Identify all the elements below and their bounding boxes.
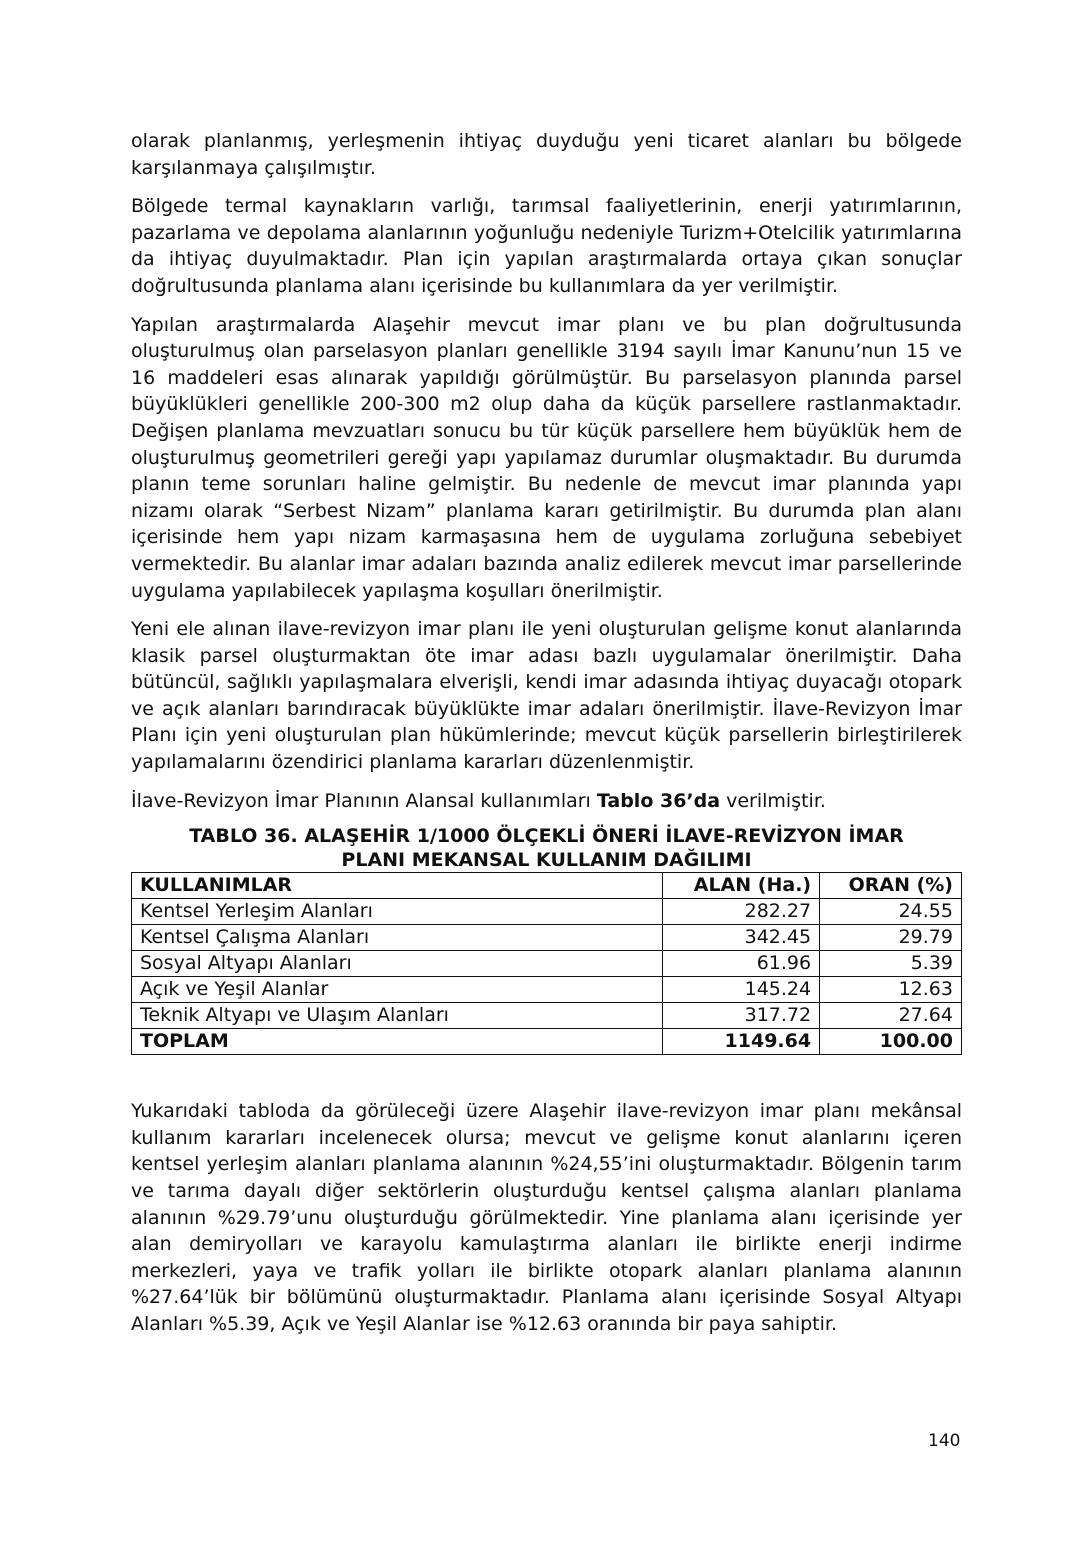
table-caption-line-1: TABLO 36. ALAŞEHİR 1/1000 ÖLÇEKLİ ÖNERİ İLAVE-REVİZYON İMAR [189,825,904,848]
total-ratio: 100.00 [820,1029,962,1055]
closing-paragraph: Yukarıdaki tabloda da görüleceği üzere Alaşehir ilave-revizyon imar planı mekânsal kullanım kararları incelenecek olursa; mevcut ve gelişme konut alanlarını içeren kentsel yerleşim alanları planlama alanının %24,55’ini oluşturmaktadır. Bölgenin tarım ve tarıma dayalı diğer sektörlerin oluşturduğu kentsel çalışma alanları planlama alanının %29.79’unu oluşturduğu görülmektedir. Yine planlama alanı içerisinde yer alan demiryolları ve karayolu kamulaştırma alanları ile birlikte enerji indirme merkezleri, yaya ve trafik yolları ile birlikte otopark alanları planlama alanının %27.64’lük bir bölümünü oluşturmaktadır. Planlama alanı içerisinde Sosyal Altyapı Alanları %5.39, Açık ve Yeşil Alanlar ise %12.63 oranında bir paya sahiptir. [131,1100,962,1335]
cell-ratio: 27.64 [820,1003,962,1029]
table-reference: Tablo 36’da [596,789,721,812]
cell-area: 145.24 [663,977,820,1003]
paragraph-3: Yapılan araştırmalarda Alaşehir mevcut imar planı ve bu plan doğrultusunda oluşturulmuş olan parselasyon planları genellikle 3194 sayılı İmar Kanunu’nun 15 ve 16 maddeleri esas alınarak yapıldığı görülmüştür. Bu parselasyon planında parsel büyüklükleri genellikle 200-300 m2 olup daha da küçük parsellere rastlanmaktadır. Değişen planlama mevzuatları sonucu bu tür küçük parsellere hem büyüklük hem de oluşturulmuş geometrileri gereği yapı yapılamaz durumlar oluşmaktadır. Bu durumda planın teme sorunları haline gelmiştir. Bu nedenle de mevcut imar planında yapı nizamı olarak “Serbest Nizam” planlama kararı getirilmiştir. Bu durumda plan alanı içerisinde hem yapı nizam karmaşasına hem de uygulama zorluğuna sebebiyet vermektedir. Bu alanlar imar adaları bazında analiz edilerek mevcut imar parsellerinde uygulama yapılabilecek yapılaşma koşulları önerilmiştir. [131,313,962,602]
cell-area: 342.45 [663,925,820,951]
cell-area: 61.96 [663,951,820,977]
header-kullanimlar: KULLANIMLAR [132,873,663,899]
intro-text-end: verilmiştir. [720,789,826,812]
cell-use: Sosyal Altyapı Alanları [132,951,663,977]
cell-area: 317.72 [663,1003,820,1029]
cell-use: Kentsel Yerleşim Alanları [132,899,663,925]
header-alan: ALAN (Ha.) [663,873,820,899]
total-label: TOPLAM [132,1029,663,1055]
table-total-row [132,1029,962,1055]
table-row [132,925,962,951]
table-header-row [132,873,962,899]
land-use-table [131,872,962,1055]
table-row [132,899,962,925]
paragraph-2: Bölgede termal kaynakların varlığı, tarımsal faaliyetlerinin, enerji yatırımlarının, pazarlama ve depolama alanlarının yoğunluğu nedeniyle Turizm+Otelcilik yatırımlarına da ihtiyaç duyulmaktadır. Plan için yapılan araştırmalarda ortaya çıkan sonuçlar doğrultusunda planlama alanı içerisinde bu kullanımlara da yer verilmiştir. [131,195,962,297]
total-area: 1149.64 [663,1029,820,1055]
table-row [132,977,962,1003]
paragraph-1: olarak planlanmış, yerleşmenin ihtiyaç duyduğu yeni ticaret alanları bu bölgede karşılanmaya çalışılmıştır. [131,130,962,179]
header-oran: ORAN (%) [820,873,962,899]
cell-use: Kentsel Çalışma Alanları [132,925,663,951]
cell-ratio: 24.55 [820,899,962,925]
cell-ratio: 5.39 [820,951,962,977]
cell-use: Açık ve Yeşil Alanlar [132,977,663,1003]
page-content [131,128,962,1350]
table-row [132,1003,962,1029]
paragraph-4: Yeni ele alınan ilave-revizyon imar planı ile yeni oluşturulan gelişme konut alanlarında klasik parsel oluşturmaktan öte imar adası bazlı uygulamalar önerilmiştir. Daha bütüncül, sağlıklı yapılaşmalara elverişli, kendi imar adasında ihtiyaç duyacağı otopark ve açık alanları barındıracak büyüklükte imar adaları önerilmiştir. İlave-Revizyon İmar Planı için yeni oluşturulan plan hükümlerinde; mevcut küçük parsellerin birleştirilerek yapılamalarını özendirici planlama kararları düzenlenmiştir. [131,618,962,774]
page-number: 140 [928,1431,961,1451]
table-row [132,951,962,977]
cell-ratio: 12.63 [820,977,962,1003]
table-caption-line-2: PLANI MEKANSAL KULLANIM DAĞILIMI [341,849,752,872]
cell-ratio: 29.79 [820,925,962,951]
cell-use: Teknik Altyapı ve Ulaşım Alanları [132,1003,663,1029]
cell-area: 282.27 [663,899,820,925]
intro-text: İlave-Revizyon İmar Planının Alansal kullanımları [131,789,597,812]
table-reference-sentence [131,788,962,815]
